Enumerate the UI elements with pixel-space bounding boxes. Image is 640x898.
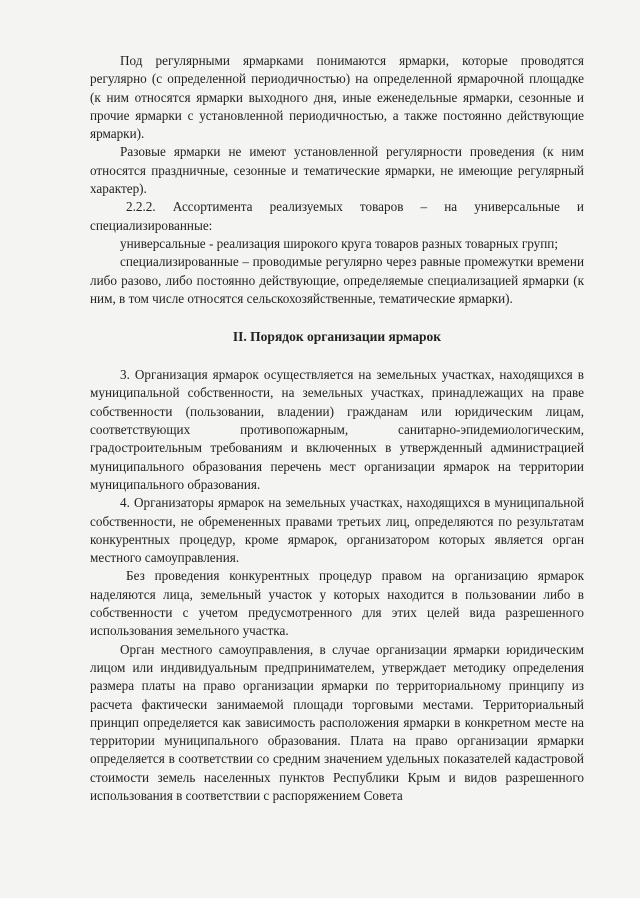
paragraph-no-competition: Без проведения конкурентных процедур правом на организацию ярмарок наделяются лица, земельный участок у которых находится в пользовании либо в собственности с учетом предусмотренного для этих целей вида разрешенного использования земельного участка. <box>90 568 584 639</box>
paragraph-specialized: специализированные – проводимые регулярно через равные промежутки времени либо разово, либо постоянно действующие, определяемые специализацией ярмарки (к ним, в том числе относятся сельскохозяйственные, тематические ярмарки). <box>90 254 584 306</box>
paragraph-regular-fairs: Под регулярными ярмарками понимаются ярмарки, которые проводятся регулярно (с определенной периодичностью) на определенной ярмарочной площадке (к ним относятся ярмарки выходного дня, иные еженедельные ярмарки, сезонные и прочие ярмарки с установленной периодичностью, а также постоянно действующие ярмарки). <box>90 53 584 142</box>
paragraph-local-authority: Орган местного самоуправления, в случае организации ярмарки юридическим лицом или индивидуальным предпринимателем, утверждает методику определения размера платы на право организации ярмарки по территориальному принципу из расчета фактически занимаемой площади торговыми местами. Территориальный принцип определяется как зависимость расположения ярмарки в конкретном месте на территории муниципального образования. Плата на право организации ярмарки определяется в соответствии со средним значением удельных показателей кадастровой стоимости земель населенных пунктов Республики Крым и видов разрешенного использования в соответствии с распоряжением Совета <box>90 641 584 803</box>
paragraph-item-3: 3. Организация ярмарок осуществляется на земельных участках, находящихся в муниципальной собственности, на земельных участках, принадлежащих на праве собственности (пользовании, владении) гражданам или юридическим лицам, соответствующих противопожарным, санитарно-эпидемиологическим, градостроительным требованиям и включенных в утвержденный администрацией муниципального образования перечень мест организации ярмарок на территории муниципального образования. <box>90 367 584 492</box>
paragraph-one-time-fairs: Разовые ярмарки не имеют установленной регулярности проведения (к ним относятся праздничные, сезонные и тематические ярмарки, не имеющие регулярный характер). <box>90 144 584 197</box>
paragraph-assortment: 2.2.2. Ассортимента реализуемых товаров – на универсальные и специализированные: <box>90 199 584 233</box>
paragraph-item-4: 4. Организаторы ярмарок на земельных участках, находящихся в муниципальной собственности, не обремененных правами третьих лиц, определяются по результатам конкурентных процедур, кроме ярмарок, организатором которых является орган местного самоуправления. <box>90 495 584 566</box>
paragraph-universal: универсальные - реализация широкого круга товаров разных товарных групп; <box>120 235 559 251</box>
section-title: II. Порядок организации ярмарок <box>232 329 442 345</box>
